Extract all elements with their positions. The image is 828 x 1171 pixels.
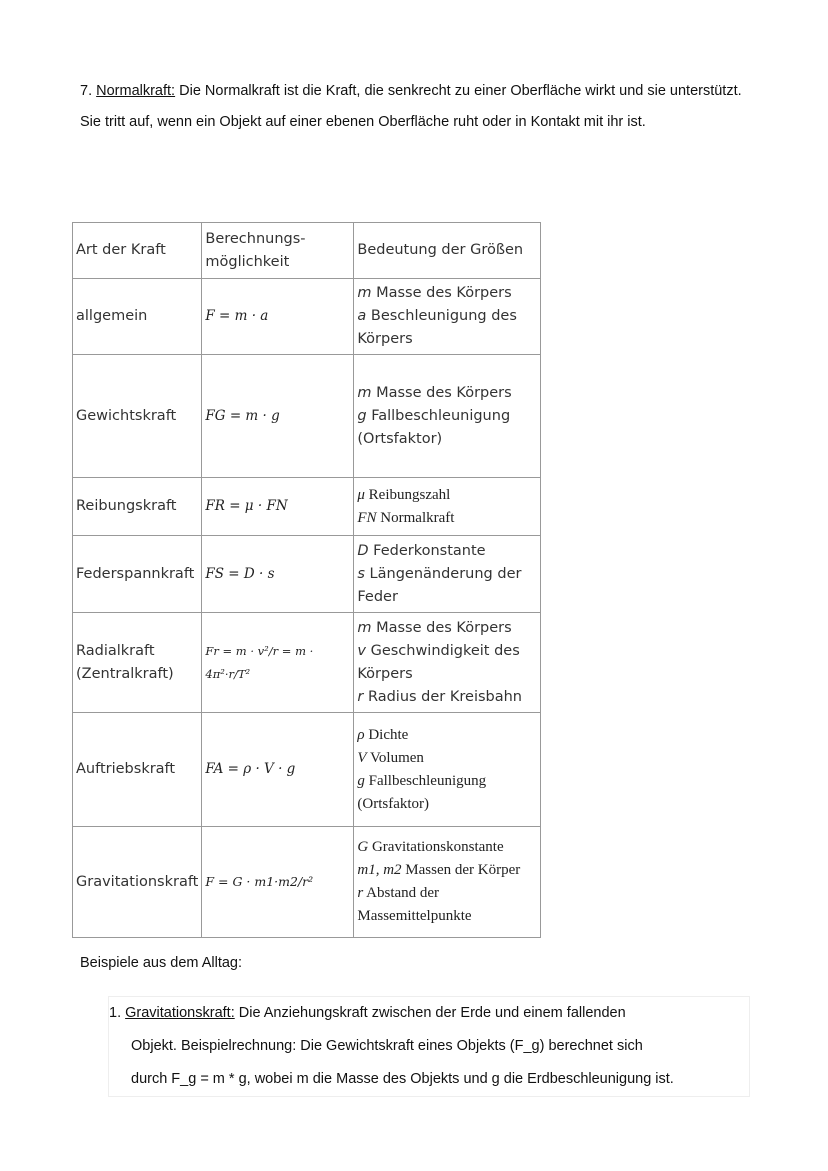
force-formula <box>202 827 354 938</box>
formula-text: FG = m · g <box>205 407 280 424</box>
force-name: Radialkraft (Zentralkraft) <box>73 613 202 713</box>
meaning-line: μ Reibungszahl <box>357 486 451 503</box>
table-row <box>73 279 541 355</box>
force-meaning <box>354 355 541 478</box>
force-formula <box>202 355 354 478</box>
header-art: Art der Kraft <box>73 223 202 279</box>
formula-text: F = G · m1·m2/r² <box>205 874 314 889</box>
force-meaning <box>354 279 541 355</box>
meaning-line: m Masse des Körpers <box>357 384 512 401</box>
force-formula <box>202 713 354 827</box>
meaning-line: G Gravitationskonstante <box>357 839 504 855</box>
formula-text: F = m · a <box>205 308 269 324</box>
table-header-row <box>73 223 541 279</box>
meaning-line: r Radius der Kreisbahn <box>357 688 523 705</box>
meaning-line: V Volumen <box>357 749 424 766</box>
example-term: Gravitationskraft: <box>125 1005 235 1021</box>
force-formula <box>202 478 354 536</box>
formula-text: Fr = m · v²/r = m · 4π²·r/T² <box>205 643 314 681</box>
formula-text: FA = ρ · V · g <box>205 761 296 777</box>
force-name: allgemein <box>73 279 202 355</box>
table-row <box>73 478 541 536</box>
meaning-line: g Fallbeschleunigung (Ortsfaktor) <box>357 772 487 812</box>
examples-list <box>108 996 750 1097</box>
table-row <box>73 827 541 938</box>
intro-text: Die Normalkraft ist die Kraft, die senkrecht zu einer Oberfläche wirkt und sie unterstützt. Sie tritt auf, wenn ein Objekt auf einer ebenen Oberfläche ruht oder in Kontakt mit ihr ist. <box>80 83 742 130</box>
meaning-line: m Masse des Körpers <box>357 619 512 636</box>
intro-number: 7. <box>80 83 93 99</box>
intro-term: Normalkraft: <box>96 83 176 99</box>
meaning-line: ρ Dichte <box>357 726 409 743</box>
force-name: Gravitationskraft <box>73 827 202 938</box>
force-name: Auftriebskraft <box>73 713 202 827</box>
example-line-1 <box>109 997 749 1030</box>
list-item <box>109 997 749 1096</box>
example-number: 1. <box>109 1005 122 1021</box>
force-meaning <box>354 478 541 536</box>
header-berechnung <box>202 223 354 279</box>
force-name: Reibungskraft <box>73 478 202 536</box>
header-bedeutung: Bedeutung der Größen <box>354 223 541 279</box>
force-formula <box>202 279 354 355</box>
table-row <box>73 355 541 478</box>
meaning-line: r Abstand der Massemittelpunkte <box>357 885 472 924</box>
example-line-2: Objekt. Beispielrechnung: Die Gewichtskraft eines Objekts (F_g) berechnet sich <box>131 1038 643 1054</box>
table-row <box>73 613 541 713</box>
forces-table <box>72 222 541 938</box>
meaning-line: g Fallbeschleunigung (Ortsfaktor) <box>357 407 511 447</box>
meaning-line: m Masse des Körpers <box>357 285 512 301</box>
intro-paragraph <box>80 76 760 138</box>
force-name: Gewichtskraft <box>73 355 202 478</box>
example-line-3: durch F_g = m * g, wobei m die Masse des Objekts und g die Erdbeschleunigung ist. <box>131 1071 674 1087</box>
example-text-1: Die Anziehungskraft zwischen der Erde und einem fallenden <box>238 1005 626 1021</box>
table-row <box>73 713 541 827</box>
meaning-line: FN Normalkraft <box>357 509 455 526</box>
force-formula <box>202 536 354 613</box>
force-meaning <box>354 713 541 827</box>
force-meaning <box>354 613 541 713</box>
formula-text: FS = D · s <box>205 565 275 582</box>
force-name: Federspannkraft <box>73 536 202 613</box>
table-row <box>73 536 541 613</box>
examples-heading: Beispiele aus dem Alltag: <box>80 955 243 971</box>
formula-text: FR = μ · FN <box>205 498 288 514</box>
force-meaning <box>354 536 541 613</box>
force-formula <box>202 613 354 713</box>
meaning-line: s Längenänderung der Feder <box>357 565 522 605</box>
meaning-line: a Beschleunigung des Körpers <box>357 308 517 347</box>
header-berechnung-text: Berechnungs-möglichkeit <box>205 230 306 270</box>
force-meaning <box>354 827 541 938</box>
meaning-line: v Geschwindigkeit des Körpers <box>357 642 520 682</box>
meaning-line: D Federkonstante <box>357 542 486 559</box>
meaning-line: m1, m2 Massen der Körper <box>357 862 521 878</box>
